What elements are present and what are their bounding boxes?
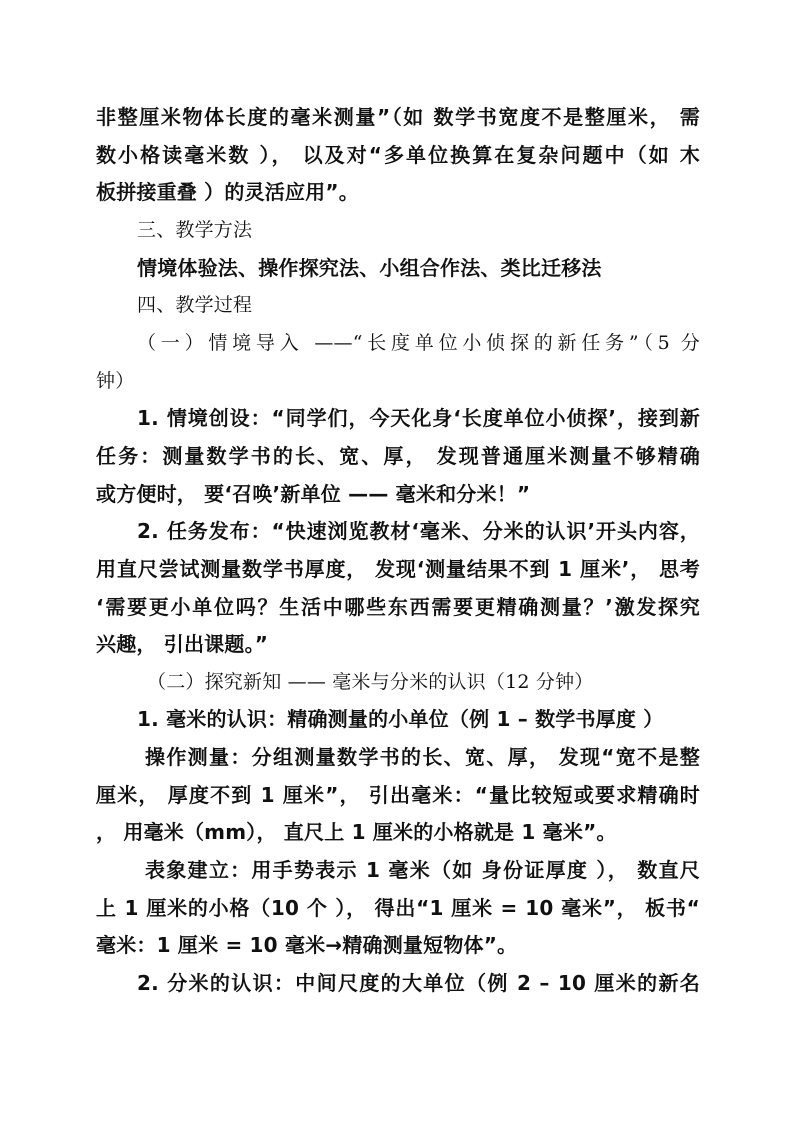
text-line: 操作测量：分组测量数学书的长、宽、厚， 发现“宽不是整 [145, 745, 700, 769]
text-line: 2. 任务发布：“快速浏览教材‘毫米、分米的认识’开头内容， [137, 519, 700, 543]
text-line: 毫米：1 厘米 = 10 毫米→精确测量短物体”。 [96, 933, 518, 957]
section-heading: 四、教学过程 [137, 294, 253, 316]
subsection-heading: （一）情境导入 ——“长度单位小侦探的新任务”（5 分 [137, 332, 700, 354]
text-line: 情境体验法、操作探究法、小组合作法、类比迁移法 [137, 256, 602, 280]
section-heading: 三、教学方法 [137, 219, 253, 241]
text-line: 2. 分米的认识：中间尺度的大单位（例 2 – 10 厘米的新名 [137, 971, 700, 995]
text-line: 1. 毫米的认识：精确测量的小单位（例 1 – 数学书厚度 ） [137, 707, 664, 731]
subsection-heading: 钟） [96, 370, 135, 392]
text-line: 或方便时， 要‘召唤’新单位 —— 毫米和分米！” [96, 482, 531, 506]
text-line: 数小格读毫米数 ）， 以及对“多单位换算在复杂问题中（如 木 [96, 143, 700, 167]
text-line: 板拼接重叠 ）的灵活应用”。 [96, 180, 359, 204]
text-line: 厘米， 厚度不到 1 厘米”， 引出毫米：“量比较短或要求精确时 [96, 783, 700, 807]
text-line: 非整厘米物体长度的毫米测量”（如 数学书宽度不是整厘米， 需 [96, 105, 700, 129]
text-line: 用直尺尝试测量数学书厚度， 发现‘测量结果不到 1 厘米’， 思考 [96, 557, 700, 581]
text-line: ‘需要更小单位吗？生活中哪些东西需要更精确测量？’激发探究 [96, 595, 700, 619]
text-line: 表象建立：用手势表示 1 毫米（如 身份证厚度 ）， 数直尺 [145, 858, 700, 882]
text-line: 任务：测量数学书的长、宽、厚， 发现普通厘米测量不够精确 [96, 444, 700, 468]
subsection-heading: （二）探究新知 —— 毫米与分米的认识（12 分钟） [147, 671, 594, 693]
text-line: 1. 情境创设：“同学们，今天化身‘长度单位小侦探’，接到新 [137, 406, 700, 430]
text-line: 上 1 厘米的小格（10 个 ）， 得出“1 厘米 = 10 毫米”， 板书“ [96, 896, 700, 920]
text-line: 兴趣， 引出课题。” [96, 632, 269, 656]
text-line: ， 用毫米（mm）， 直尺上 1 厘米的小格就是 1 毫米”。 [96, 820, 617, 844]
